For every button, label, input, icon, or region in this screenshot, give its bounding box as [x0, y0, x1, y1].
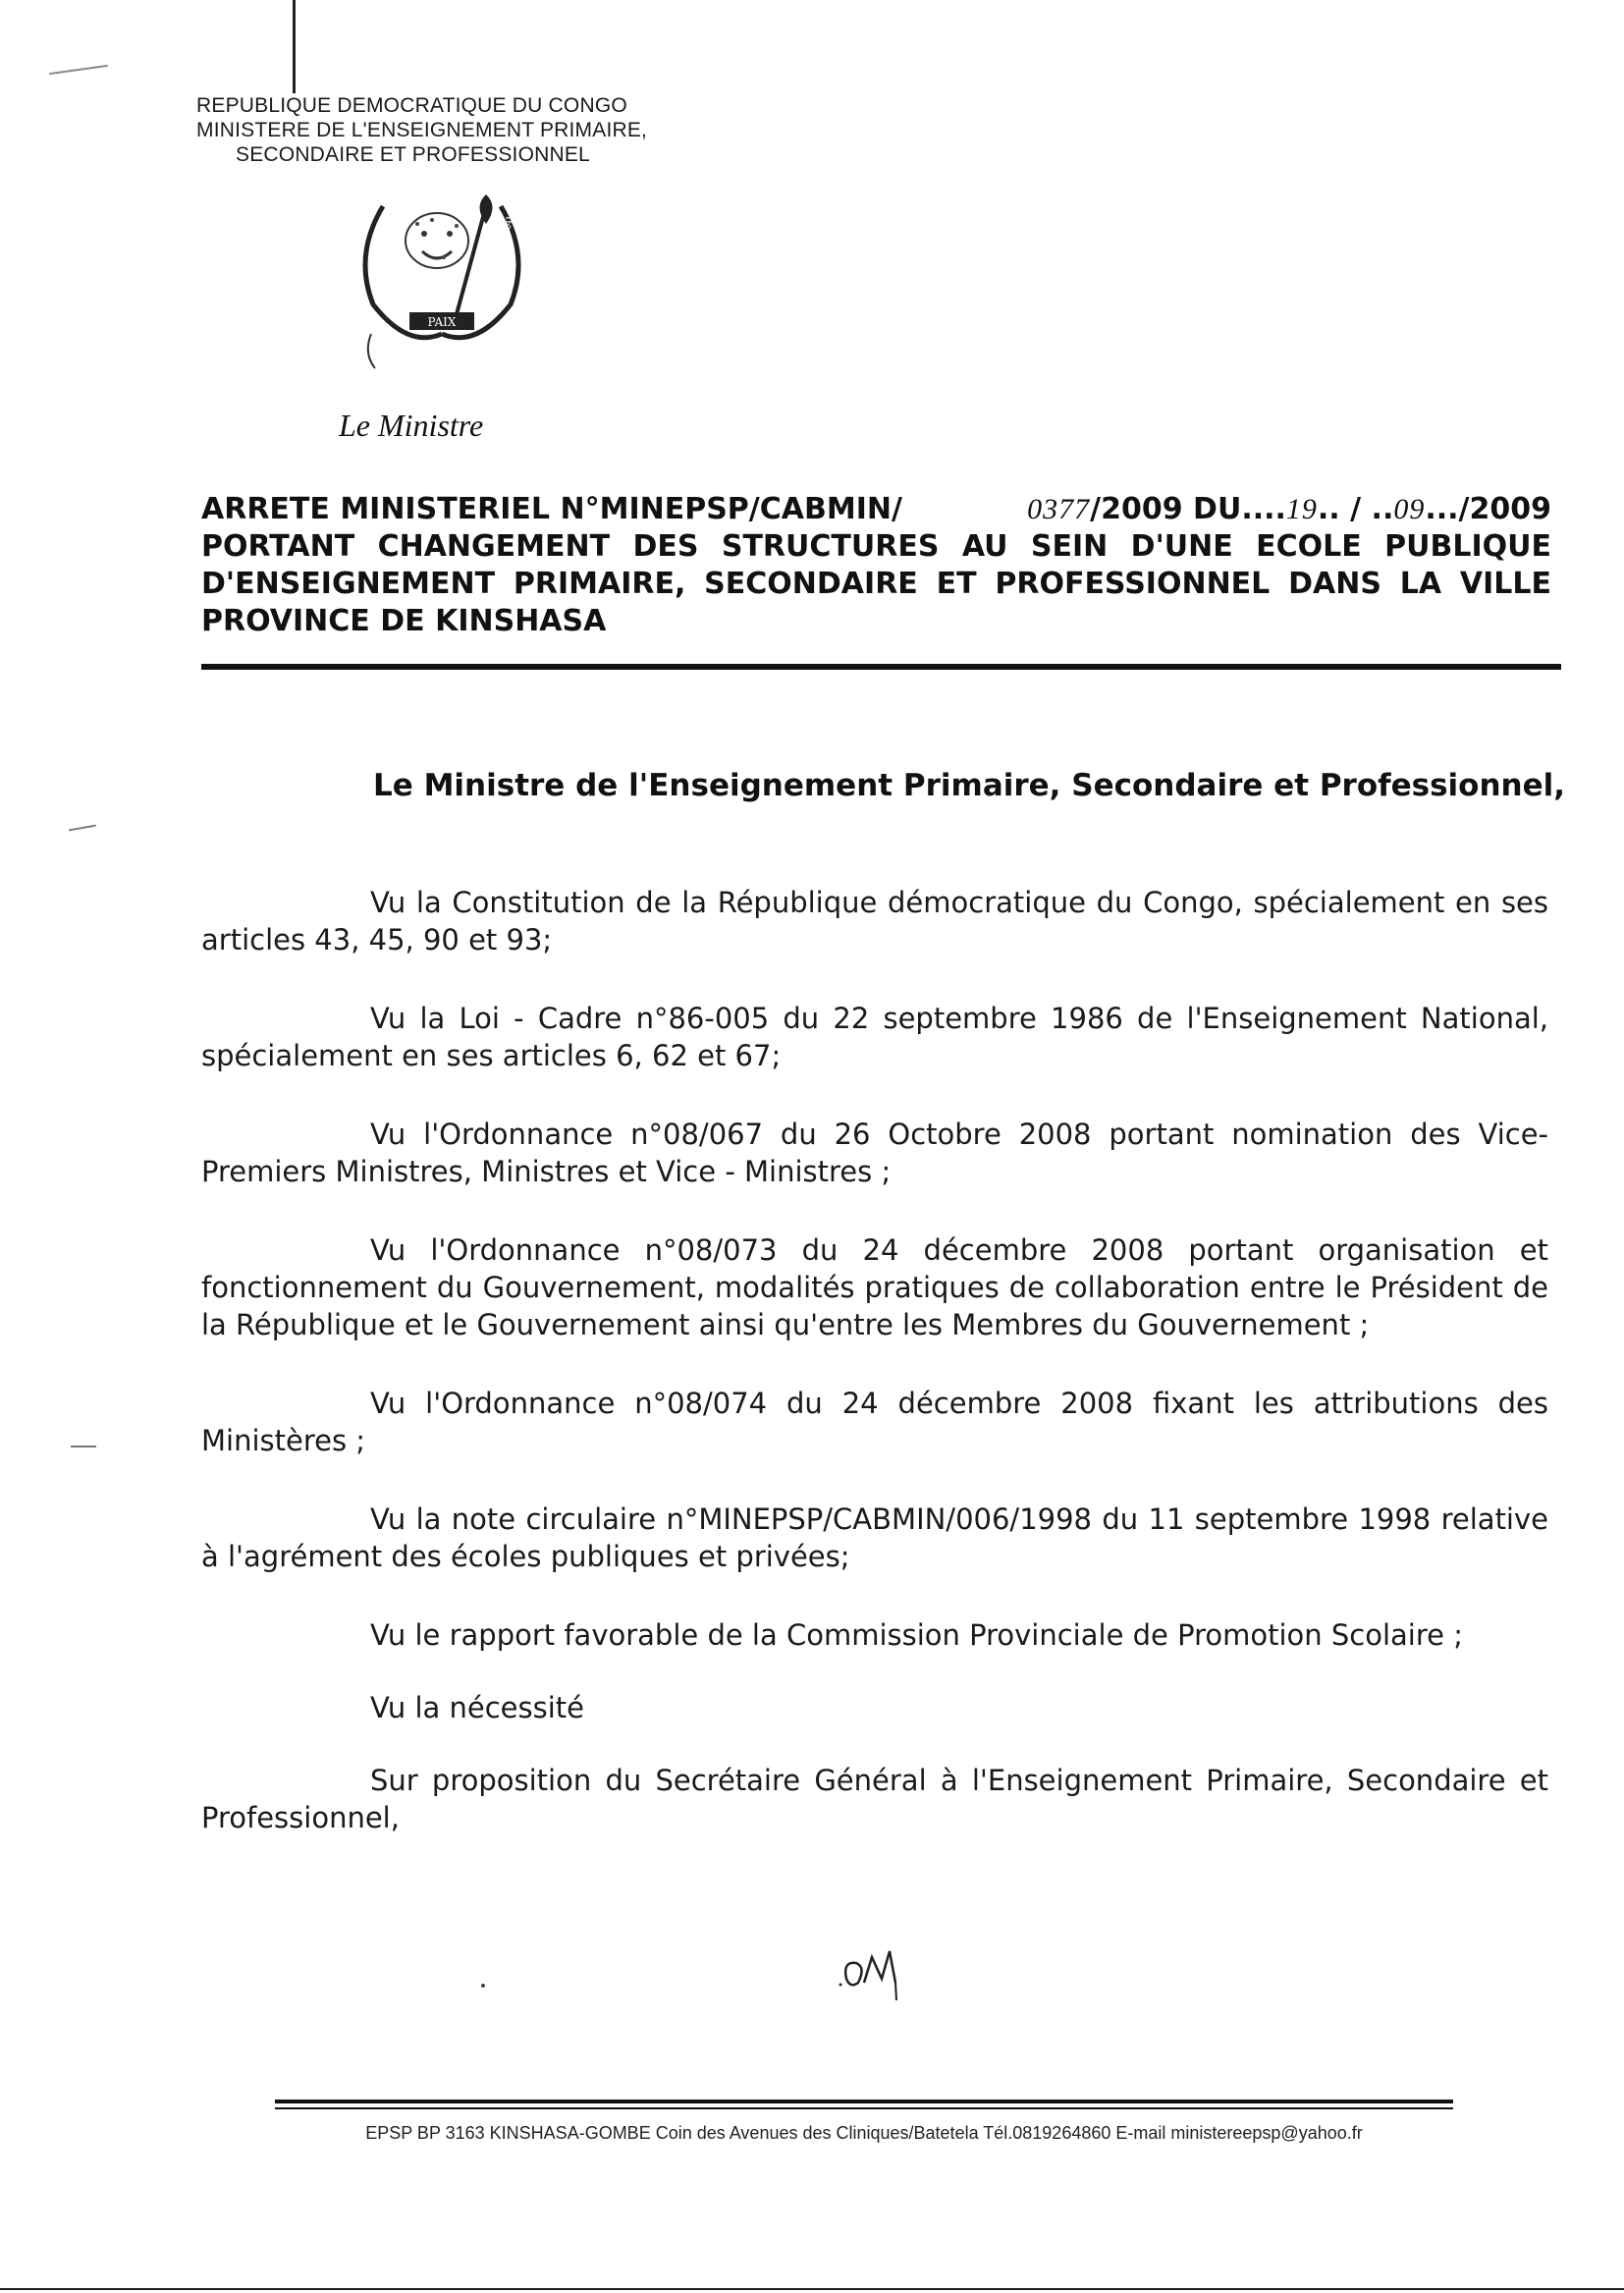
footer-rule-thin	[275, 2107, 1453, 2109]
scan-mark	[481, 1984, 485, 1988]
footer-address: EPSP BP 3163 KINSHASA-GOMBE Coin des Avenues des Cliniques/Batetela Tél.0819264860 E-mail ministereepsp@yahoo.fr	[365, 2123, 1363, 2143]
coat-of-arms-emblem	[314, 187, 569, 373]
emblem-word-justice: JUSTICE	[372, 262, 398, 308]
paragraph-proposition: Sur proposition du Secrétaire Général à l'Enseignement Primaire, Secondaire et Professionnel,	[201, 1764, 1548, 1834]
letterhead	[196, 93, 746, 167]
scan-mark	[71, 1446, 96, 1447]
scan-mark	[49, 65, 108, 75]
decree-number: 0377	[1027, 493, 1091, 525]
paragraph-constitution: Vu la Constitution de la République démocratique du Congo, spécialement en ses articles 43, 45, 90 et 93;	[201, 886, 1548, 956]
letterhead-ministry: MINISTERE DE L'ENSEIGNEMENT PRIMAIRE,	[196, 119, 648, 141]
decree-year: /2009	[1458, 492, 1551, 526]
footer-rule	[275, 2100, 1453, 2103]
document-body	[201, 884, 1548, 1878]
emblem-word-travail: TRAVAIL	[498, 195, 524, 243]
scan-mark	[293, 0, 296, 93]
page-bottom-edge	[0, 2288, 1624, 2290]
paragraph-loi-cadre: Vu la Loi - Cadre n°86-005 du 22 septembre 1986 de l'Enseignement National, spécialement en ses articles 6, 62 et 67;	[201, 1002, 1548, 1072]
decree-month: 09	[1393, 493, 1426, 525]
decree-reference-line: ARRETE MINISTERIEL N°MINEPSP/CABMIN/ 0377/2009 DU....19.. / ..09.../2009	[201, 492, 1551, 526]
letterhead-ministry-continued: SECONDAIRE ET PROFESSIONNEL	[236, 143, 590, 166]
paragraph-ordonnance-067: Vu l'Ordonnance n°08/067 du 26 Octobre 2008 portant nomination des Vice-Premiers Ministres, Ministres et Vice - Ministres ;	[201, 1118, 1548, 1188]
minister-heading: Le Ministre de l'Enseignement Primaire, Secondaire et Professionnel,	[373, 768, 1566, 803]
decree-mid: /2009 DU	[1090, 492, 1242, 526]
paragraph-rapport: Vu le rapport favorable de la Commission Provinciale de Promotion Scolaire ;	[370, 1618, 1463, 1652]
title-divider	[201, 664, 1561, 670]
decree-day: 19	[1285, 493, 1318, 525]
paragraph-ordonnance-074: Vu l'Ordonnance n°08/074 du 24 décembre 2008 fixant les attributions des Ministères ;	[201, 1387, 1548, 1457]
scan-mark	[69, 825, 96, 832]
minister-title: Le Ministre	[339, 408, 484, 443]
paragraph-necessite: Vu la nécessité	[370, 1691, 585, 1724]
handwritten-initials	[835, 1939, 923, 2018]
decree-prefix: ARRETE MINISTERIEL N°MINEPSP/CABMIN/	[201, 492, 902, 526]
decree-subject-line-2: D'ENSEIGNEMENT PRIMAIRE, SECONDAIRE ET PROFESSIONNEL DANS LA VILLE	[201, 567, 1551, 601]
paragraph-ordonnance-073: Vu l'Ordonnance n°08/073 du 24 décembre 2008 portant organisation et fonctionnement du Gouvernement, modalités pratiques de collaboration entre le Président de la République et le Gouvernement ainsi qu'entre les Membres du Gouvernement ;	[201, 1233, 1548, 1341]
decree-title	[201, 491, 1551, 640]
paragraph-note-circulaire: Vu la note circulaire n°MINEPSP/CABMIN/006/1998 du 11 septembre 1998 relative à l'agrément des écoles publiques et privées;	[201, 1502, 1548, 1573]
decree-subject-line-1: PORTANT CHANGEMENT DES STRUCTURES AU SEIN D'UNE ECOLE PUBLIQUE	[201, 529, 1551, 564]
emblem-word-paix: PAIX	[427, 315, 457, 329]
letterhead-country: REPUBLIQUE DEMOCRATIQUE DU CONGO	[196, 94, 627, 117]
decree-subject-line-3: PROVINCE DE KINSHASA	[201, 604, 607, 638]
